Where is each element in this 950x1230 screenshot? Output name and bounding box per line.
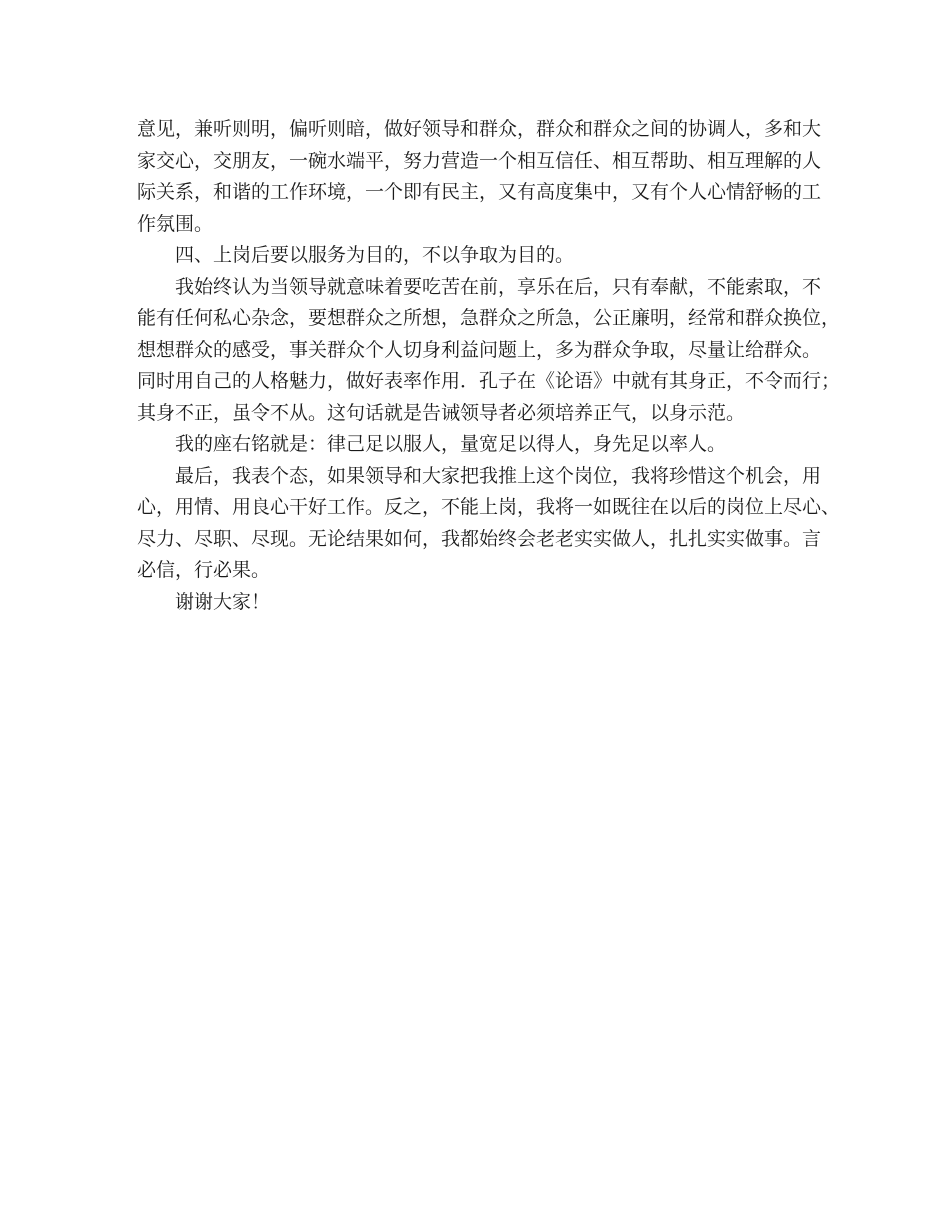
- text-line: 其身不正，虽令不从。这句话就是告诫领导者必须培养正气，以身示范。: [137, 401, 746, 424]
- text-line: 意见，兼听则明，偏听则暗，做好领导和群众，群众和群众之间的协调人，多和大: [137, 118, 822, 140]
- text-line: 心，用情、用良心干好工作。反之，不能上岗，我将一如既往在以后的岗位上尽心、: [137, 496, 841, 518]
- text-line: 必信，行必果。: [137, 559, 271, 581]
- paragraph-closing: [137, 461, 841, 587]
- text-line: 我的座右铭就是：律己足以服人，量宽足以得人，身先足以率人。: [175, 433, 727, 455]
- text-line: 谢谢大家！: [175, 590, 271, 613]
- paragraph-thanks: [137, 587, 817, 619]
- text-line: 际关系，和谐的工作环境，一个即有民主，又有高度集中，又有个人心情舒畅的工: [137, 181, 822, 203]
- section-heading-four: [137, 240, 817, 272]
- paragraph-harmony: [137, 114, 822, 240]
- text-line: 作氛围。: [137, 212, 214, 235]
- text-line: 家交心，交朋友，一碗水端平，努力营造一个相互信任、相互帮助、相互理解的人: [137, 149, 822, 172]
- text-line: 能有任何私心杂念，要想群众之所想，急群众之所急，公正廉明，经常和群众换位，: [137, 307, 841, 329]
- text-line: 我始终认为当领导就意味着要吃苦在前，享乐在后，只有奉献，不能索取，不: [175, 275, 822, 298]
- document-body: [137, 114, 841, 618]
- text-line: 尽力、尽职、尽现。无论结果如何，我都始终会老老实实做人，扎扎实实做事。言: [137, 527, 822, 550]
- text-line: 最后，我表个态，如果领导和大家把我推上这个岗位，我将珍惜这个机会，用: [175, 464, 822, 487]
- paragraph-leadership: [137, 272, 841, 430]
- text-line: 想想群众的感受，事关群众个人切身利益问题上，多为群众争取，尽量让给群众。: [137, 338, 822, 361]
- paragraph-motto: [137, 429, 817, 461]
- heading-line: 四、上岗后要以服务为目的，不以争取为目的。: [175, 244, 575, 266]
- text-line: 同时用自己的人格魅力，做好表率作用．孔子在《论语》中就有其身正，不令而行；: [137, 370, 841, 392]
